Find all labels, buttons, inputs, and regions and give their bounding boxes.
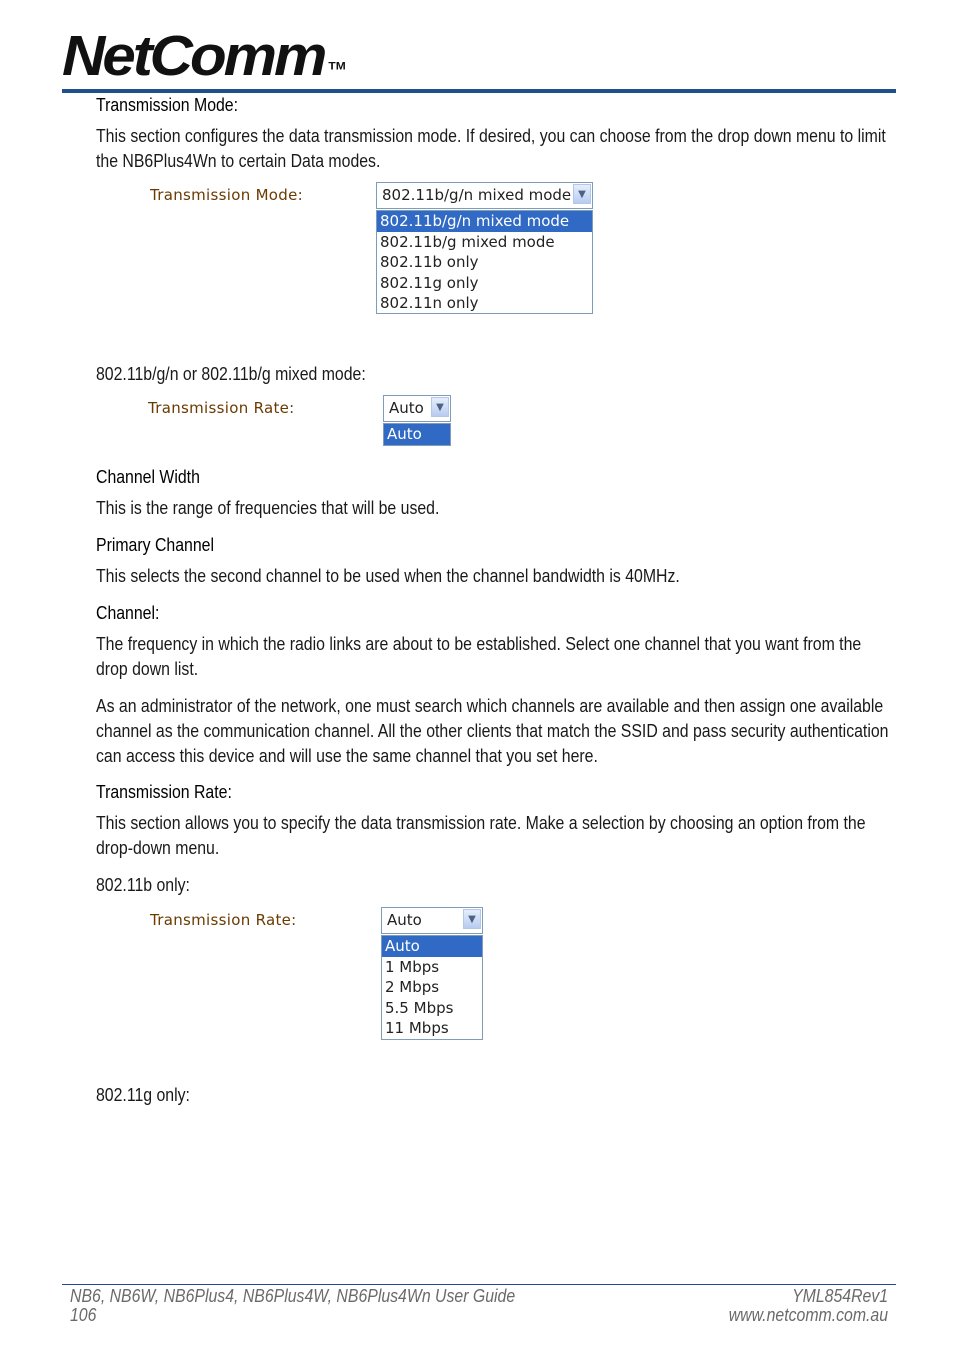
tx-rate-mixed-select-value: Auto (389, 399, 424, 417)
chevron-down-icon[interactable]: ▼ (573, 184, 591, 204)
dropdown-option[interactable]: Auto (382, 936, 482, 957)
netcomm-logo: NetComm ™ (62, 23, 346, 88)
dropdown-option[interactable]: 802.11g only (380, 273, 479, 292)
tx-rate-mixed-dropdown[interactable] (383, 423, 451, 446)
channel-admin-desc: As an administrator of the network, one must search which channels are available and then assign one available channel as the communication channel. All the other clients that match the SSID and pass security authentication can access this device and will use the same channel that you set here. (96, 696, 889, 766)
channel-desc: The frequency in which the radio links are about to be established. Select one channel that you want from the drop down list. (96, 634, 862, 679)
b-only-caption: 802.11b only: (96, 875, 190, 895)
mixed-mode-caption: 802.11b/g/n or 802.11b/g mixed mode: (96, 364, 366, 384)
dropdown-option[interactable]: Auto (384, 424, 450, 445)
channel-width-heading: Channel Width (96, 467, 200, 487)
dropdown-option[interactable]: 11 Mbps (385, 1019, 449, 1037)
dropdown-option[interactable]: 802.11b/g mixed mode (380, 232, 555, 251)
tx-rate-b-select-value: Auto (387, 911, 422, 929)
tx-rate-mixed-select[interactable] (383, 395, 451, 422)
dropdown-option[interactable]: 5.5 Mbps (385, 998, 454, 1017)
tx-rate-b-dropdown[interactable] (381, 935, 483, 1040)
fig-mode-label: Transmission Mode: (150, 186, 303, 204)
dropdown-option[interactable]: 802.11b only (380, 253, 479, 271)
tx-mode-select-value: 802.11b/g/n mixed mode (382, 186, 572, 204)
footer-page-number: 106 (70, 1305, 97, 1325)
g-only-caption: 802.11g only: (96, 1085, 190, 1105)
tx-rate-b-select[interactable] (381, 907, 483, 934)
dropdown-option[interactable]: 1 Mbps (385, 957, 440, 976)
footer-website: www.netcomm.com.au (728, 1305, 888, 1325)
tx-mode-desc: This section configures the data transmission mode. If desired, you can choose from the drop down menu to limit the NB6Plus4Wn to certain Data modes. (96, 126, 886, 171)
dropdown-option[interactable]: 802.11b/g/n mixed mode (377, 211, 592, 232)
dropdown-option[interactable]: 802.11n only (380, 294, 479, 312)
channel-heading: Channel: (96, 603, 160, 623)
footer-rule (62, 1284, 896, 1285)
tx-rate-desc: This section allows you to specify the data transmission rate. Make a selection by choosing an option from the drop-down menu. (96, 813, 866, 858)
channel-width-desc: This is the range of frequencies that will be used. (96, 498, 440, 518)
fig-rate-mixed-label: Transmission Rate: (148, 399, 295, 417)
footer-guide-title: NB6, NB6W, NB6Plus4, NB6Plus4W, NB6Plus4Wn User Guide (70, 1286, 516, 1306)
chevron-down-icon[interactable]: ▼ (431, 397, 449, 417)
tx-mode-heading: Transmission Mode: (96, 95, 239, 115)
dropdown-option[interactable]: 2 Mbps (385, 978, 440, 996)
tx-mode-dropdown[interactable] (376, 210, 593, 314)
tx-rate-heading: Transmission Rate: (96, 782, 232, 802)
footer-doc-code: YML854Rev1 (792, 1286, 888, 1306)
chevron-down-icon[interactable]: ▼ (463, 909, 481, 929)
fig-rate-b-label: Transmission Rate: (150, 911, 297, 929)
primary-channel-heading: Primary Channel (96, 535, 214, 555)
tx-mode-select[interactable] (376, 182, 593, 209)
primary-channel-desc: This selects the second channel to be used when the channel bandwidth is 40MHz. (96, 566, 680, 586)
